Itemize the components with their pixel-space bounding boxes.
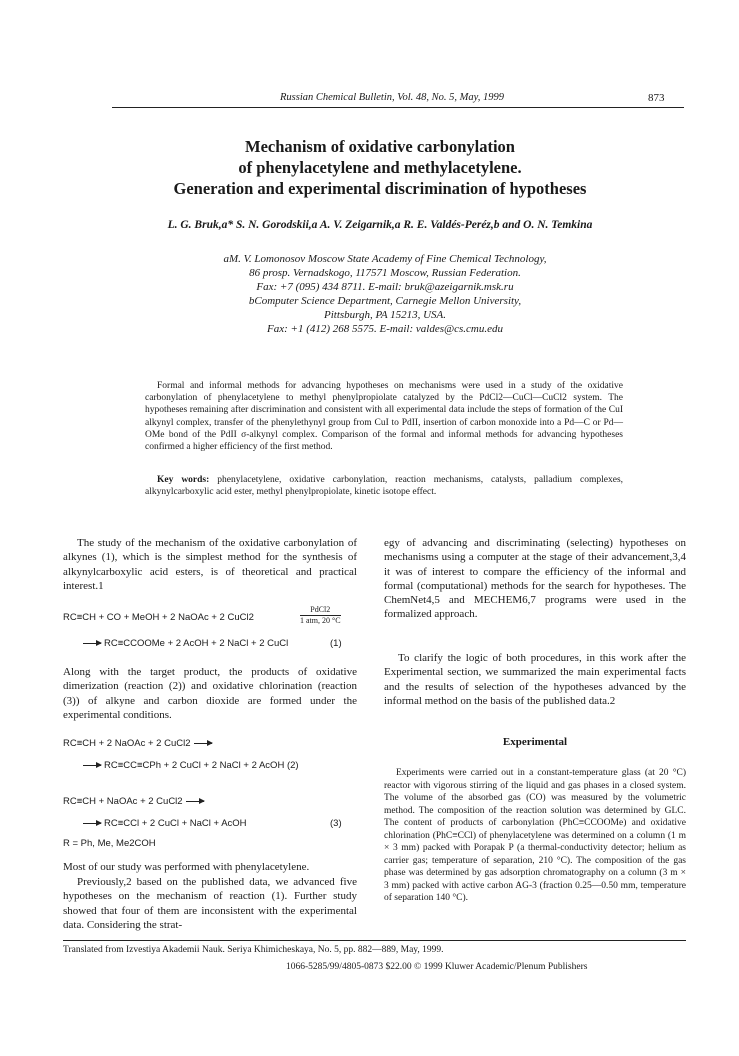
- affiliation-line-3: Fax: +7 (095) 434 8711. E-mail: bruk@azeigarnik.msk.ru: [256, 281, 514, 293]
- substituent-definition: R = Ph, Me, Me2COH: [63, 838, 156, 849]
- page-number: 873: [648, 92, 665, 104]
- equation-1-number: (1): [330, 638, 342, 649]
- equation-1-catalyst: PdCl2: [300, 605, 341, 616]
- equation-2-reactants: RC≡CH + 2 NaOAc + 2 CuCl2: [63, 738, 191, 749]
- title-line-2: of phenylacetylene and methylacetylene.: [238, 158, 522, 177]
- affiliation-line-4: bComputer Science Department, Carnegie Mellon University,: [248, 295, 522, 307]
- affiliation-line-6: Fax: +1 (412) 268 5575. E-mail: valdes@cs.cmu.edu: [267, 323, 503, 335]
- title-line-1: Mechanism of oxidative carbonylation: [245, 137, 515, 156]
- equation-2-line-2: [80, 760, 299, 771]
- running-head: Russian Chemical Bulletin, Vol. 48, No. 5, May, 1999: [280, 92, 504, 103]
- paragraph-strategy: egy of advancing and discriminating (selecting) hypotheses on mechanisms using a computer at the stage of their advancement,3,4 it was of interest to compare the efficiency of the informal and formal (computational) methods for the search for hypotheses. The ChemNet4,5 and MECHEM6,7 programs were used in the formalized approach.: [384, 537, 686, 621]
- paragraph-previous-hypotheses: Previously,2 based on the published data, we advanced five hypotheses on the mechanism of reaction (1). Further study showed that four of them are inconsistent with the experimental data. Considering the strat-: [63, 876, 357, 931]
- reaction-arrow-icon: [83, 823, 101, 824]
- author-list: L. G. Bruk,a* S. N. Gorodskii,a A. V. Zeigarnik,a R. E. Valdés-Peréz,b and O. N. Temkina: [167, 219, 593, 231]
- equation-1-line-2: [80, 638, 288, 649]
- affiliation-line-2: 86 prosp. Vernadskogo, 117571 Moscow, Russian Federation.: [249, 267, 521, 279]
- affiliation-line-1: aM. V. Lomonosov Moscow State Academy of Fine Chemical Technology,: [223, 253, 547, 265]
- article-title: [100, 136, 660, 199]
- equation-1-conditions: 1 atm, 20 °C: [300, 616, 341, 625]
- paragraph-logic: To clarify the logic of both procedures, in this work after the Experimental section, we summarized the main experimental facts and the results of selection of the hypotheses advanced by the informal method on the basis of the published data.2: [384, 652, 686, 707]
- equation-2-line-1: [63, 738, 215, 749]
- experimental-paragraph: Experiments were carried out in a constant-temperature glass (at 20 °C) reactor with vigorous stirring of the liquid and gas phases in a closed system. The volume of the absorbed gas (CO) was measured by the volumetric method. The composition of the reaction solution was determined by GLC. The content of products of carbonylation (PhC≡CCOOMe) and oxidative chlorination (PhC≡CCl) of phenylacetylene was determined on a column (1 m × 3 mm) packed with Porapak P (a thermal-conductivity detector; helium as carrier gas; temperature of separation, 210 °C). The composition of the gas phase was determined by gas adsorption chromatography on a column (3 m × 3 mm) packed with active carbon AG-3 (fraction 0.25—0.50 mm, temperature of separation 140 °C).: [384, 768, 686, 903]
- keywords-label: Key words:: [157, 475, 210, 485]
- reaction-arrow-icon: [83, 643, 101, 644]
- paragraph-phenylacetylene: Most of our study was performed with phenylacetylene.: [63, 861, 310, 873]
- reaction-arrow-icon: [83, 765, 101, 766]
- keywords: [145, 474, 623, 498]
- equation-1-products: RC≡CCOOMe + 2 AcOH + 2 NaCl + 2 CuCl: [104, 638, 289, 649]
- equation-3-line-2: [80, 818, 247, 829]
- reaction-arrow-icon: [186, 801, 204, 802]
- title-line-3: Generation and experimental discrimination of hypotheses: [173, 179, 587, 198]
- equation-3-line-1: [63, 796, 207, 807]
- affiliation-line-5: Pittsburgh, PA 15213, USA.: [323, 309, 447, 321]
- reaction-arrow-icon: [194, 743, 212, 744]
- footer-rule: [63, 940, 686, 941]
- equation-2-number: (2): [286, 760, 299, 771]
- equation-3-products: RC≡CCl + 2 CuCl + NaCl + AcOH: [104, 818, 247, 829]
- equation-3-reactants: RC≡CH + NaOAc + 2 CuCl2: [63, 796, 183, 807]
- equation-3-number: (3): [330, 818, 342, 829]
- equation-1-line-1: [63, 612, 254, 623]
- keywords-text: phenylacetylene, oxidative carbonylation, reaction mechanisms, catalysts, palladium complexes, alkynylcarboxylic acid ester, methyl phenylpropiolate, kinetic isotope effect.: [145, 475, 624, 498]
- equation-1-reactants: RC≡CH + CO + MeOH + 2 NaOAc + 2 CuCl2: [63, 612, 254, 623]
- header-rule: [112, 107, 684, 108]
- copyright-line: 1066-5285/99/4805-0873 $22.00 © 1999 Kluwer Academic/Plenum Publishers: [286, 962, 588, 972]
- equation-2-products: RC≡CC≡CPh + 2 CuCl + 2 NaCl + 2 AcOH: [104, 760, 285, 771]
- affiliations: [150, 252, 620, 336]
- paragraph-side-products: Along with the target product, the products of oxidative dimerization (reaction (2)) and oxidative chlorination (reaction (3)) of alkyne and carbon dioxide are formed under the experimental conditions.: [63, 666, 357, 721]
- equation-1-catalyst-box: [300, 605, 341, 625]
- abstract: Formal and informal methods for advancing hypotheses on mechanisms were used in a study of the oxidative carbonylation of phenylacetylene to methyl phenylpropiolate catalyzed by the PdCl2—CuCl—CuCl2 system. The hypotheses remaining after discrimination and consistent with all experimental data include the steps of formation of the CuI alkynyl complex, transfer of the phenylethynyl group from CuI to PdII, insertion of carbon monoxide into a Pd—C or Pd—OMe bond of the PdII σ-alkynyl complex. Comparison of the formal and informal methods for advancing hypotheses confirmed a higher efficiency of the first method.: [145, 381, 623, 453]
- section-title-experimental: Experimental: [502, 736, 568, 748]
- translation-note: Translated from Izvestiya Akademii Nauk. Seriya Khimicheskaya, No. 5, pp. 882—889, May, 1999.: [63, 945, 444, 955]
- intro-paragraph: The study of the mechanism of the oxidative carbonylation of alkynes (1), which is the simplest method for the synthesis of alkynylcarboxylic acid esters, is of theoretical and practical interest.1: [63, 537, 357, 592]
